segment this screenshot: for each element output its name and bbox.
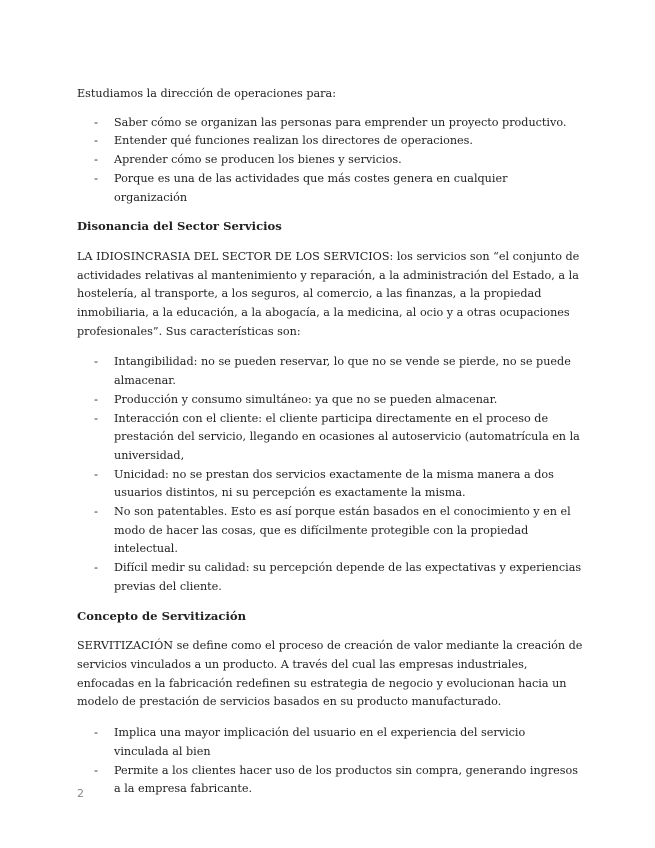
bullet-dash: - — [94, 392, 99, 406]
bullet-dash: - — [94, 726, 99, 740]
bullet-dash: - — [94, 134, 99, 148]
list-item: - Difícil medir su calidad: su percepción depende de las expectativas y experiencias previas del cliente. — [94, 561, 582, 593]
list-item: - No son patentables. Esto es así porque están basados en el conocimiento y en el modo de hacer las cosas, que es difícilmente protegible con la propiedad intelectual. — [94, 505, 571, 556]
bullet-dash: - — [94, 115, 99, 129]
servitizacion-list — [77, 724, 583, 799]
section-heading-servitizacion: Concepto de Servitización — [77, 608, 247, 623]
intro-list — [77, 114, 583, 208]
page-content — [77, 85, 583, 807]
bullet-dash: - — [94, 763, 99, 777]
section-heading-disonancia: Disonancia del Sector Servicios — [77, 219, 282, 234]
characteristics-list — [77, 353, 583, 596]
bullet-dash: - — [94, 561, 99, 575]
page-number: 2 — [77, 787, 84, 800]
bullet-dash: - — [94, 171, 99, 185]
section-paragraph-servicios: LA IDIOSINCRASIA DEL SECTOR DE LOS SERVICIOS: los servicios son “el conjunto de actividades relativas al mantenimiento y reparación, a la administración del Estado, a la hostelería, al transporte, a los seguros, al comercio, a las finanzas, a la propiedad inmobiliaria, a la educación, a la abogacía, a la medicina, al ocio y a otras ocupaciones profesionales”. Sus características son: — [77, 249, 580, 338]
list-item: - Implica una mayor implicación del usuario en el experiencia del servicio vinculada al bien — [94, 726, 526, 758]
intro-text: Estudiamos la dirección de operaciones para: — [77, 87, 336, 100]
list-item: - Saber cómo se organizan las personas para emprender un proyecto productivo. — [77, 114, 583, 133]
list-item: - Unicidad: no se prestan dos servicios exactamente de la misma manera a dos usuarios distintos, ni su percepción es exactamente la misma. — [94, 467, 554, 500]
list-item: - Entender qué funciones realizan los directores de operaciones. — [77, 132, 583, 151]
bullet-dash: - — [94, 505, 99, 519]
list-item: - Aprender cómo se producen los bienes y servicios. — [77, 151, 583, 170]
list-item: - Interacción con el cliente: el cliente participa directamente en el proceso de prestación del servicio, llegando en ocasiones al autoservicio (automatrícula en la universidad, — [94, 411, 580, 462]
list-item: - Porque es una de las actividades que más costes genera en cualquier organización — [94, 171, 508, 204]
bullet-dash: - — [94, 153, 99, 167]
list-item: - Producción y consumo simultáneo: ya que no se pueden almacenar. — [77, 391, 583, 410]
section-paragraph-servitizacion: SERVITIZACIÓN se define como el proceso de creación de valor mediante la creación de servicios vinculados a un producto. A través del cual las empresas industriales, enfocadas en la fabricación redefinen su estrategia de negocio y evolucionan hacia un modelo de prestación de servicios basados en su producto manufacturado. — [77, 639, 583, 709]
bullet-dash: - — [94, 411, 99, 425]
list-item: - Permite a los clientes hacer uso de los productos sin compra, generando ingresos a la empresa fabricante. — [94, 763, 579, 796]
bullet-dash: - — [94, 467, 99, 481]
list-item: - Intangibilidad: no se pueden reservar, lo que no se vende se pierde, no se puede almacenar. — [94, 355, 571, 388]
bullet-dash: - — [94, 355, 99, 369]
